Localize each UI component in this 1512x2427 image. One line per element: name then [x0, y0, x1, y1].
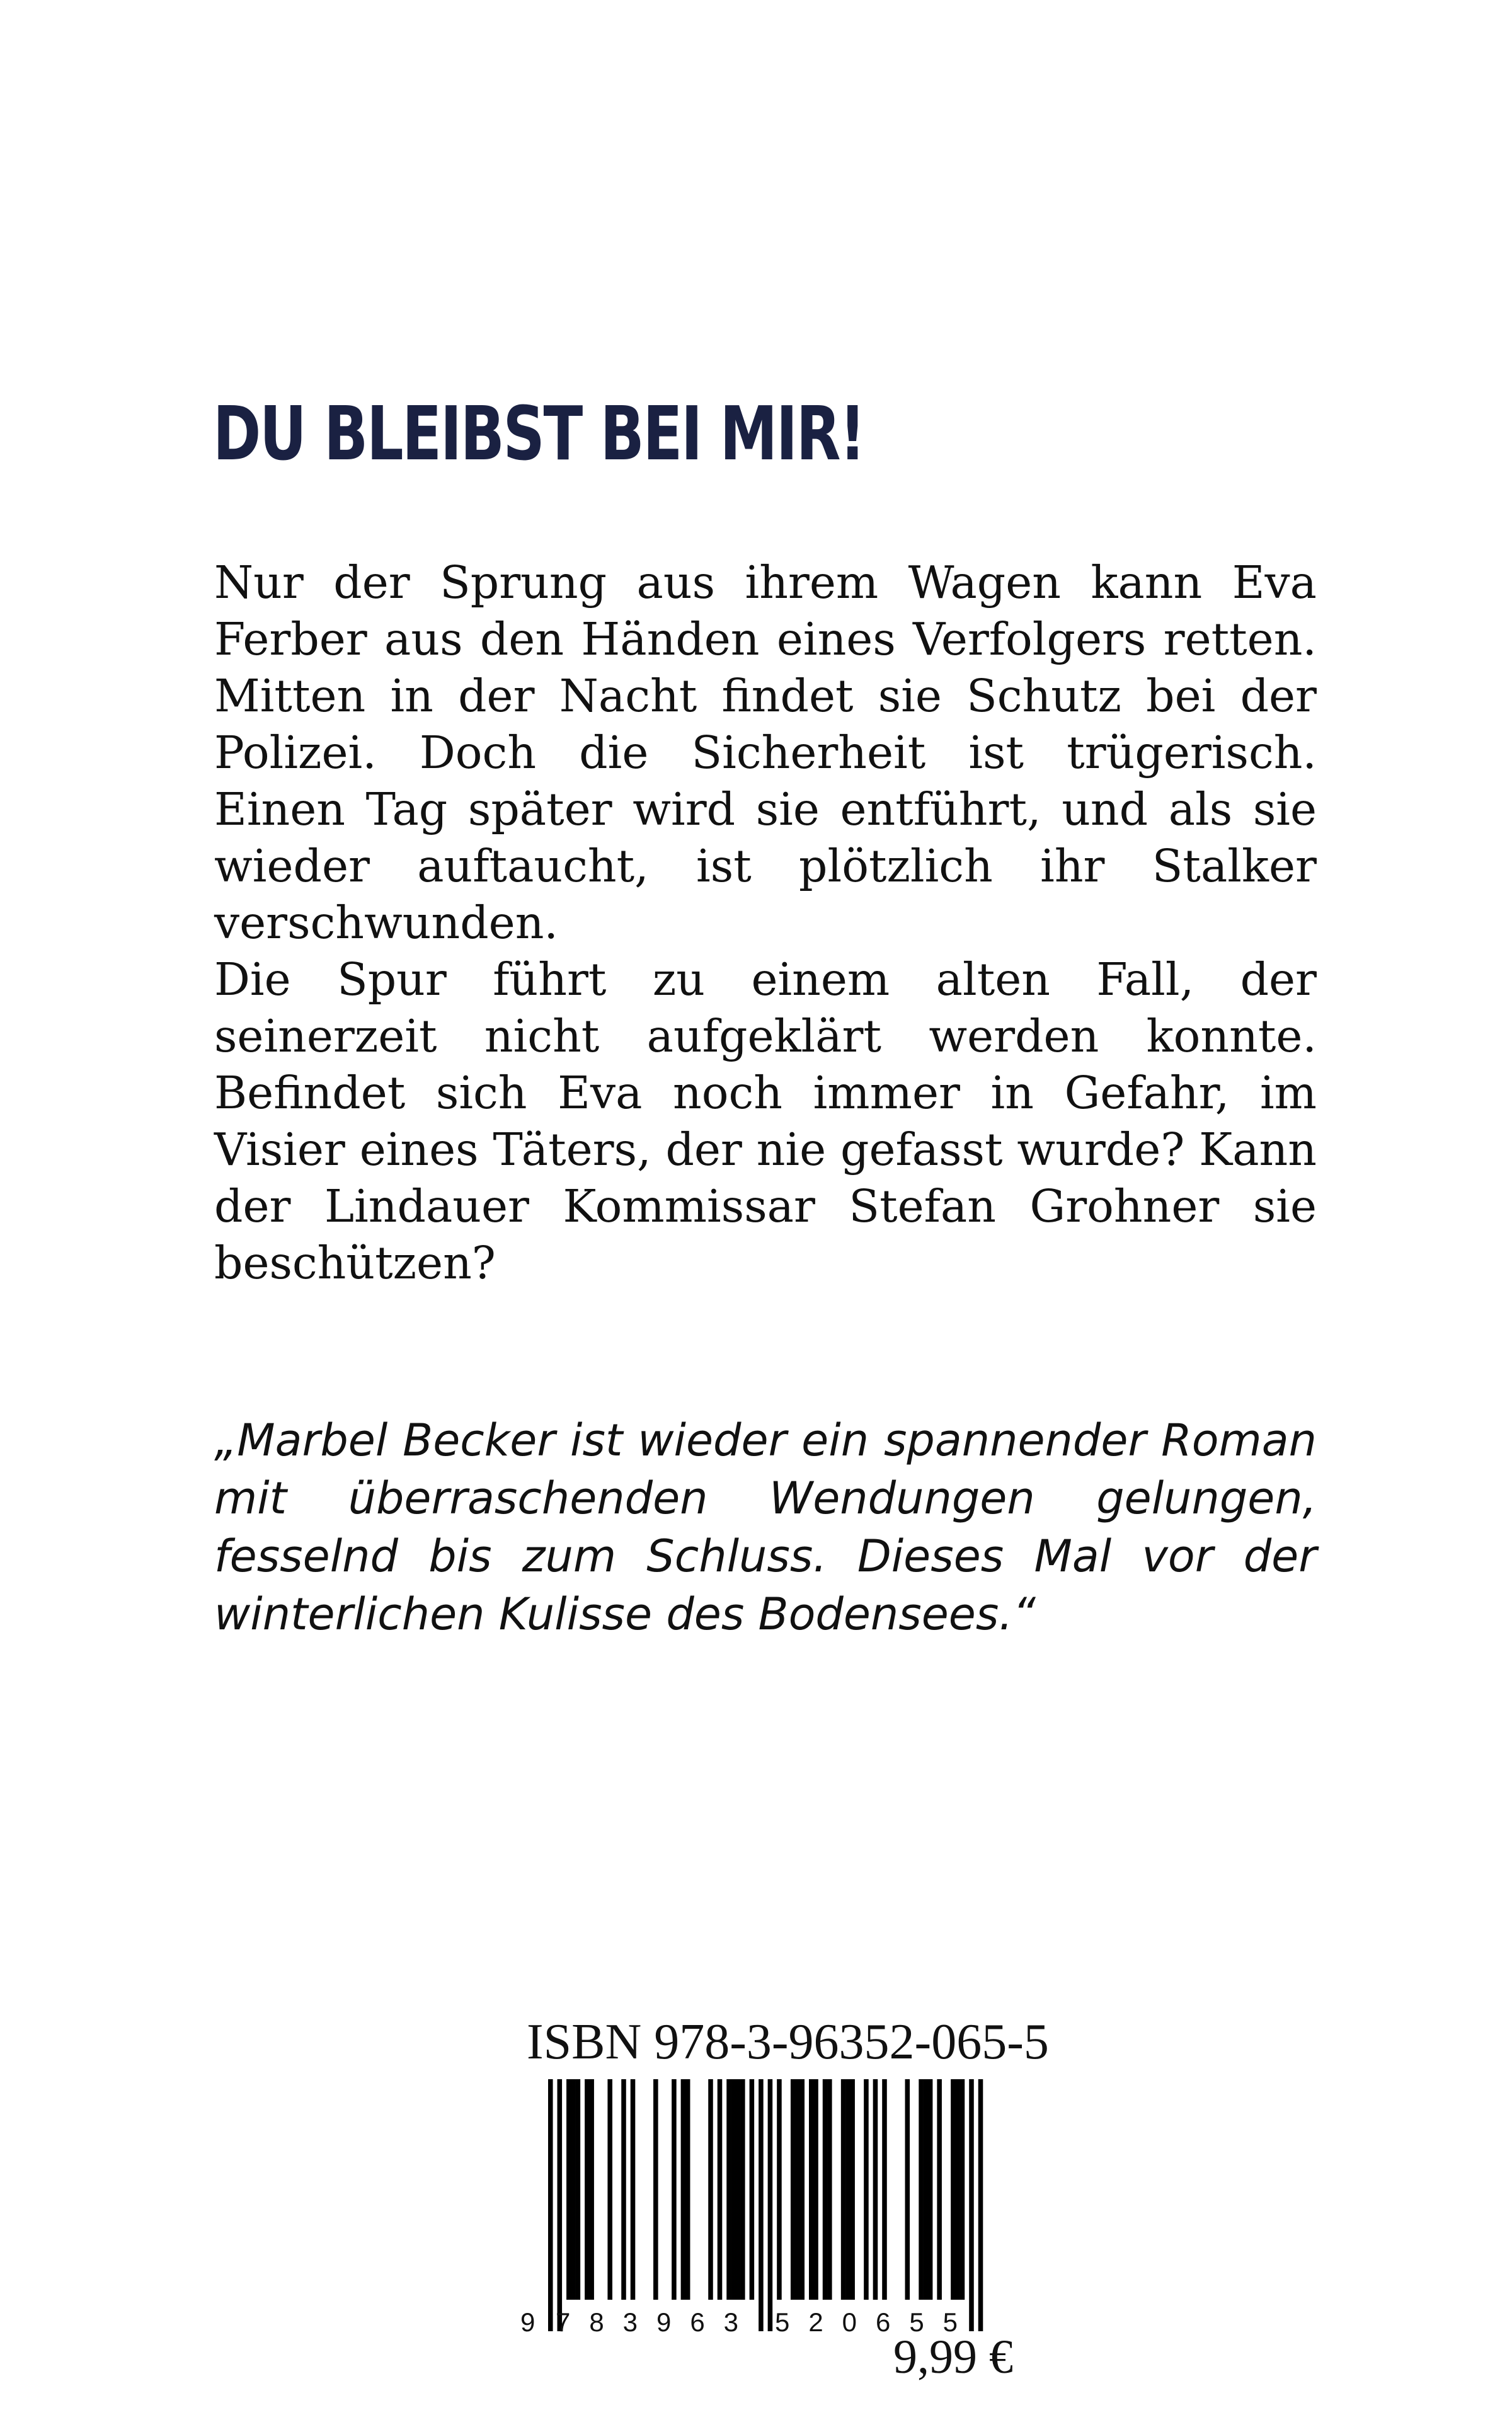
barcode-bar — [873, 2079, 878, 2300]
barcode-bar — [799, 2079, 805, 2300]
blurb-paragraph-2: Die Spur führt zu einem alten Fall, der seinerzeit nicht aufgeklärt werden konnte. Befindet sich Eva noch immer in Gefahr, im Visier eines Täters, der nie gefasst wurde? Kann der Lindauer Kommissar Stefan Grohner sie beschützen? — [214, 953, 1317, 1289]
isbn-label: ISBN 978-3-96352-065-5 — [527, 2014, 1049, 2070]
barcode-guard-bar — [558, 2079, 563, 2331]
barcode-bar — [924, 2079, 929, 2300]
book-title: DU BLEIBST BEI MIR! — [213, 390, 864, 477]
barcode-bar — [589, 2079, 594, 2300]
price: 9,99 € — [893, 2331, 1013, 2384]
barcode-bar — [955, 2079, 960, 2300]
barcode-bar — [841, 2079, 846, 2300]
barcode-bar — [607, 2079, 612, 2300]
barcode-bar — [685, 2079, 690, 2300]
barcode-bar — [813, 2079, 818, 2300]
ean-barcode — [517, 2079, 1014, 2338]
barcode-bar — [718, 2079, 723, 2300]
barcode-bar — [653, 2079, 658, 2300]
barcode-bar — [750, 2079, 755, 2300]
barcode-guard-bar — [759, 2079, 764, 2331]
barcode-guard-bar — [978, 2079, 983, 2331]
barcode-bar — [740, 2079, 745, 2300]
review-quote: „Marbel Becker ist wieder ein spannender Roman mit überraschenden Wendungen gelungen, fesselnd bis zum Schluss. Dieses Mal vor der winterlichen Kulisse des Bodensees.“ — [214, 1414, 1317, 1640]
barcode-digits-right: 520655 — [775, 2307, 958, 2337]
barcode-guard-bar — [548, 2079, 553, 2331]
barcode-bar — [823, 2079, 828, 2300]
barcode-bar — [795, 2079, 800, 2300]
barcode-guard-bar — [768, 2079, 773, 2331]
barcode-bar — [928, 2079, 933, 2300]
barcode-bar — [864, 2079, 869, 2300]
barcode-bar — [708, 2079, 713, 2300]
barcode-bar — [576, 2079, 581, 2300]
barcode-bar — [827, 2079, 832, 2300]
barcode-bar — [791, 2079, 796, 2300]
barcode-bar — [919, 2079, 924, 2300]
barcode-bar — [736, 2079, 741, 2300]
blurb-paragraph-1: Nur der Sprung aus ihrem Wagen kann Eva Ferber aus den Händen eines Verfolgers retten. Mitten in der Nacht findet sie Schutz bei der Polizei. Doch die Sicherheit ist trügerisch. Einen Tag später wird sie entführt, und als sie wieder auftaucht, ist plötzlich ihr Stalker verschwunden. — [214, 556, 1317, 949]
barcode-bar — [726, 2079, 731, 2300]
barcode-guard-bar — [969, 2079, 974, 2331]
barcode-bar — [631, 2079, 636, 2300]
barcode-digits-left: 783963 — [556, 2307, 738, 2337]
barcode-bar — [850, 2079, 855, 2300]
barcode-bar — [951, 2079, 956, 2300]
barcode-bar — [777, 2079, 782, 2300]
barcode-bar — [672, 2079, 677, 2300]
barcode-bar — [937, 2079, 942, 2300]
barcode-digit-first: 9 — [520, 2307, 536, 2337]
barcode-bar — [809, 2079, 814, 2300]
barcode-bar — [882, 2079, 887, 2300]
barcode-bars — [548, 2079, 983, 2331]
barcode-bar — [585, 2079, 590, 2300]
barcode-bar — [731, 2079, 736, 2300]
barcode-bar — [566, 2079, 571, 2300]
barcode-bar — [571, 2079, 576, 2300]
barcode-bar — [621, 2079, 626, 2300]
blurb-text — [214, 554, 1317, 1292]
barcode-bar — [960, 2079, 965, 2300]
barcode-bar — [681, 2079, 686, 2300]
barcode-bar — [845, 2079, 850, 2300]
barcode-digits — [520, 2307, 958, 2337]
barcode-bar — [905, 2079, 910, 2300]
